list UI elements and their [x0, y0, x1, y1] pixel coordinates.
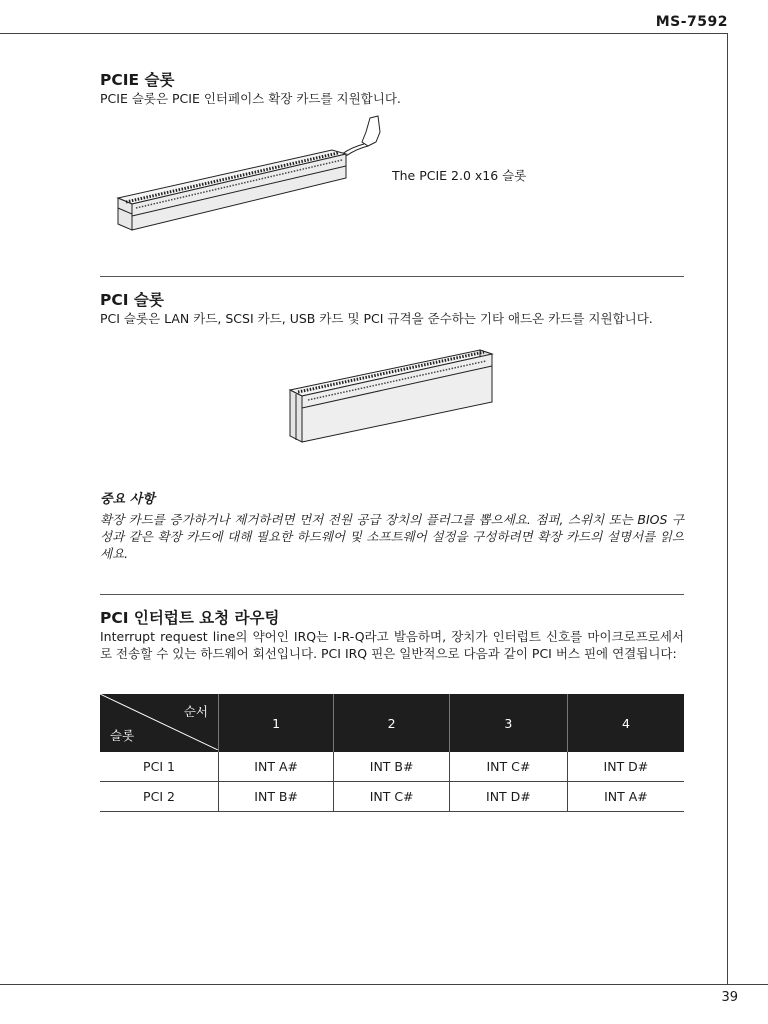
margin-rule — [727, 33, 728, 984]
order-header: 순서 — [183, 704, 208, 719]
section-divider — [100, 276, 684, 277]
table-cell: INT D# — [449, 782, 567, 812]
irq-section — [100, 606, 684, 662]
note-text: 확장 카드를 증가하거나 제거하려면 먼저 전원 공급 장치의 플러그를 뽑으세요. 점퍼, 스위치 또는 BIOS 구성과 같은 확장 카드에 대해 필요한 하드웨어 및 소프트웨어 설정을 구성하려면 확장 카드의 설명서를 읽으세요. — [100, 512, 684, 561]
pci-title: PCI 슬롯 — [100, 291, 164, 309]
pcie-title: PCIE 슬롯 — [100, 71, 175, 89]
table-cell: INT A# — [219, 752, 334, 782]
table-cell: INT A# — [567, 782, 684, 812]
slot-name: PCI 2 — [100, 782, 219, 812]
slot-header: 슬롯 — [110, 728, 135, 743]
irq-routing-table — [100, 694, 684, 812]
pci-description: PCI 슬롯은 LAN 카드, SCSI 카드, USB 카드 및 PCI 규격을 준수하는 기타 애드온 카드를 지원합니다. — [100, 311, 653, 326]
footer-rule — [0, 984, 768, 985]
table-cell: INT D# — [567, 752, 684, 782]
important-note — [100, 488, 684, 562]
header-rule — [0, 33, 728, 34]
irq-description: Interrupt request line의 약어인 IRQ는 I-R-Q라고 발음하며, 장치가 인터럽트 신호를 마이크로프로세서로 전송할 수 있는 하드웨어 회선입니다. PCI IRQ 핀은 일반적으로 다음과 같이 PCI 버스 핀에 연결됩니다: — [100, 629, 684, 661]
page-number: 39 — [721, 990, 738, 1005]
pcie-slot-caption: The PCIE 2.0 x16 슬롯 — [392, 168, 527, 183]
slot-name: PCI 1 — [100, 752, 219, 782]
pcie-slot-illustration — [112, 112, 392, 236]
model-number: MS-7592 — [655, 14, 728, 30]
table-cell: INT B# — [334, 752, 450, 782]
section-divider — [100, 594, 684, 595]
column-header: 4 — [567, 694, 684, 752]
table-cell: INT C# — [334, 782, 450, 812]
pcie-section — [100, 68, 684, 107]
table-cell: INT C# — [449, 752, 567, 782]
column-header: 1 — [219, 694, 334, 752]
pci-section — [100, 288, 684, 327]
column-header: 3 — [449, 694, 567, 752]
pcie-description: PCIE 슬롯은 PCIE 인터페이스 확장 카드를 지원합니다. — [100, 91, 401, 106]
table-row — [100, 752, 684, 782]
note-title: 중요 사항 — [100, 492, 155, 507]
column-header: 2 — [334, 694, 450, 752]
table-header-row — [100, 694, 684, 752]
irq-title: PCI 인터럽트 요청 라우팅 — [100, 609, 280, 627]
irq-routing-table-wrapper — [100, 694, 684, 812]
table-corner-cell — [100, 694, 219, 752]
pci-slot-illustration — [286, 346, 496, 446]
table-cell: INT B# — [219, 782, 334, 812]
table-row — [100, 782, 684, 812]
